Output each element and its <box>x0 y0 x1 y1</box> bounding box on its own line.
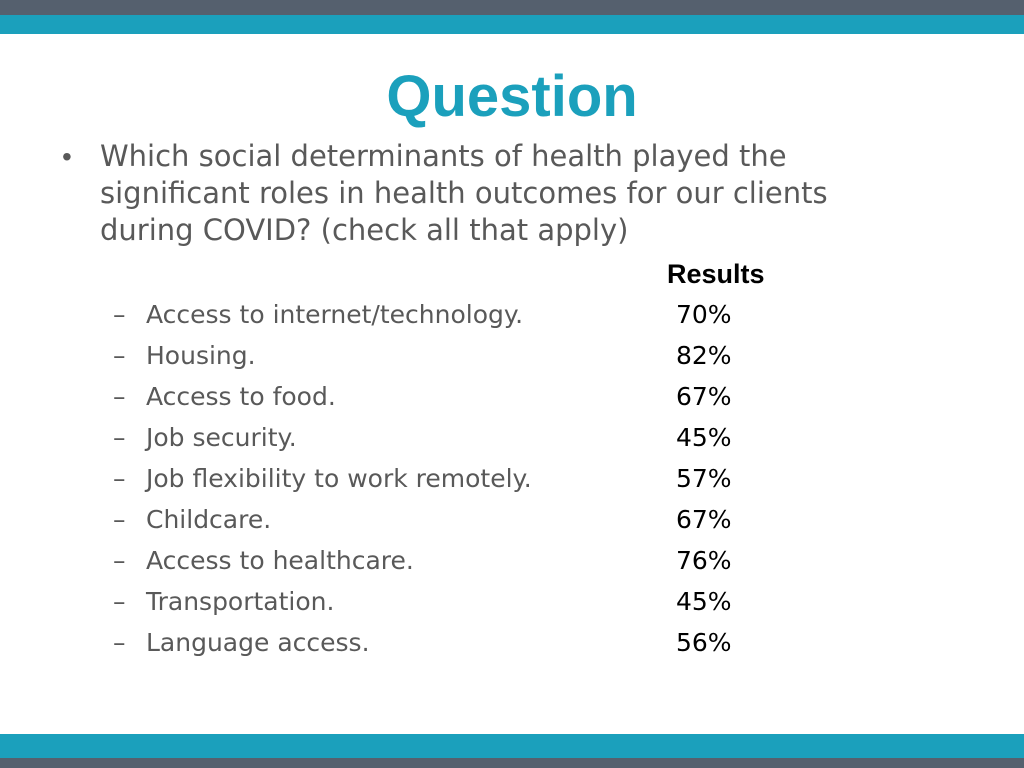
dash-icon: – <box>113 300 126 329</box>
results-header: Results <box>667 259 765 289</box>
top-dark-band <box>0 0 1024 15</box>
bullet-icon: • <box>62 141 72 172</box>
item-result: 67% <box>676 382 732 411</box>
dash-icon: – <box>113 423 126 452</box>
bottom-accent-band <box>0 734 1024 758</box>
item-label: Job security. <box>146 423 297 452</box>
determinants-list <box>0 298 1024 667</box>
list-item <box>0 380 1024 421</box>
item-label: Access to healthcare. <box>146 546 414 575</box>
item-label: Access to internet/technology. <box>146 300 524 329</box>
list-item <box>0 462 1024 503</box>
list-item <box>0 544 1024 585</box>
item-result: 82% <box>676 341 732 370</box>
dash-icon: – <box>113 341 126 370</box>
item-result: 56% <box>676 628 732 657</box>
top-accent-band <box>0 15 1024 34</box>
item-label: Housing. <box>146 341 256 370</box>
dash-icon: – <box>113 505 126 534</box>
item-label: Job flexibility to work remotely. <box>146 464 532 493</box>
item-result: 45% <box>676 423 732 452</box>
dash-icon: – <box>113 628 126 657</box>
item-result: 76% <box>676 546 732 575</box>
slide-title: Question <box>386 64 638 129</box>
dash-icon: – <box>113 587 126 616</box>
item-result: 67% <box>676 505 732 534</box>
item-label: Access to food. <box>146 382 336 411</box>
item-result: 70% <box>676 300 732 329</box>
dash-icon: – <box>113 382 126 411</box>
list-item <box>0 339 1024 380</box>
item-label: Childcare. <box>146 505 272 534</box>
bottom-dark-band <box>0 758 1024 768</box>
item-result: 57% <box>676 464 732 493</box>
item-result: 45% <box>676 587 732 616</box>
list-item <box>0 585 1024 626</box>
dash-icon: – <box>113 546 126 575</box>
item-label: Transportation. <box>146 587 335 616</box>
list-item <box>0 626 1024 667</box>
list-item <box>0 421 1024 462</box>
dash-icon: – <box>113 464 126 493</box>
list-item <box>0 503 1024 544</box>
list-item <box>0 298 1024 339</box>
question-text: Which social determinants of health played the significant roles in health outcomes for our clients during COVID? (check all that apply) <box>100 139 828 247</box>
item-label: Language access. <box>146 628 370 657</box>
